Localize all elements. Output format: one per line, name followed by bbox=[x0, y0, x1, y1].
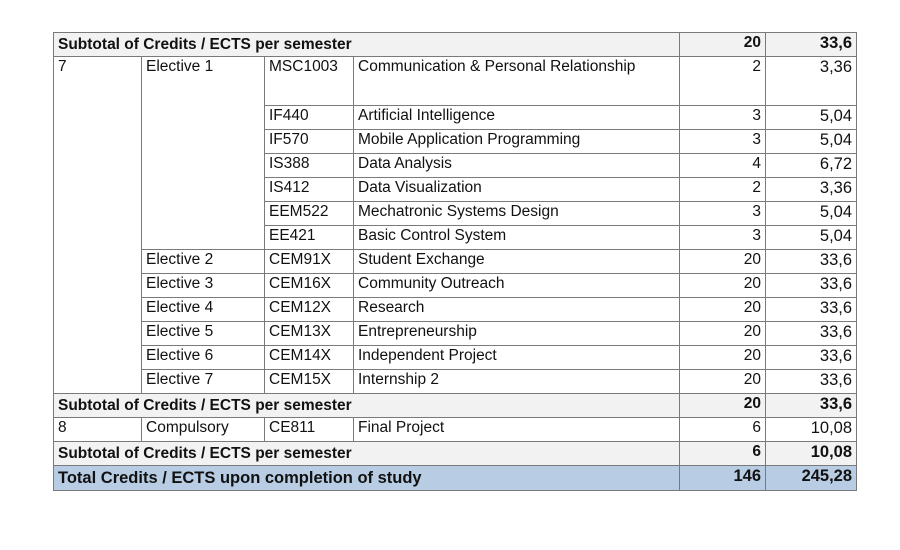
course-ects: 3,36 bbox=[766, 178, 857, 202]
course-code: EEM522 bbox=[265, 202, 354, 226]
course-name: Internship 2 bbox=[354, 370, 680, 394]
course-name: Research bbox=[354, 298, 680, 322]
category-cell: Elective 1 bbox=[142, 57, 265, 250]
category-cell: Elective 2 bbox=[142, 250, 265, 274]
subtotal-ects: 33,6 bbox=[766, 33, 857, 57]
course-row bbox=[54, 274, 857, 298]
course-credits: 20 bbox=[680, 250, 766, 274]
course-code: EE421 bbox=[265, 226, 354, 250]
subtotal-row bbox=[54, 442, 857, 466]
subtotal-credits: 20 bbox=[680, 33, 766, 57]
course-ects: 10,08 bbox=[766, 418, 857, 442]
course-name: Mobile Application Programming bbox=[354, 130, 680, 154]
course-row bbox=[54, 346, 857, 370]
course-credits: 2 bbox=[680, 178, 766, 202]
course-row bbox=[54, 298, 857, 322]
course-ects: 6,72 bbox=[766, 154, 857, 178]
subtotal-row bbox=[54, 33, 857, 57]
subtotal-ects: 33,6 bbox=[766, 394, 857, 418]
course-name: Mechatronic Systems Design bbox=[354, 202, 680, 226]
course-ects: 33,6 bbox=[766, 370, 857, 394]
curriculum-table bbox=[53, 32, 857, 491]
course-name: Communication & Personal Relationship bbox=[354, 57, 680, 106]
course-name: Data Visualization bbox=[354, 178, 680, 202]
course-credits: 4 bbox=[680, 154, 766, 178]
course-ects: 33,6 bbox=[766, 322, 857, 346]
course-code: CEM15X bbox=[265, 370, 354, 394]
course-ects: 33,6 bbox=[766, 250, 857, 274]
subtotal-label: Subtotal of Credits / ECTS per semester bbox=[54, 33, 680, 57]
course-row bbox=[54, 418, 857, 442]
course-ects: 33,6 bbox=[766, 274, 857, 298]
course-credits: 20 bbox=[680, 274, 766, 298]
course-credits: 3 bbox=[680, 130, 766, 154]
curriculum-table-body bbox=[54, 33, 857, 491]
course-ects: 5,04 bbox=[766, 130, 857, 154]
course-credits: 20 bbox=[680, 322, 766, 346]
category-cell: Compulsory bbox=[142, 418, 265, 442]
course-credits: 20 bbox=[680, 370, 766, 394]
course-code: CEM91X bbox=[265, 250, 354, 274]
course-code: IF440 bbox=[265, 106, 354, 130]
course-credits: 3 bbox=[680, 202, 766, 226]
subtotal-credits: 6 bbox=[680, 442, 766, 466]
semester-cell: 8 bbox=[54, 418, 142, 442]
total-credits: 146 bbox=[680, 466, 766, 491]
subtotal-ects: 10,08 bbox=[766, 442, 857, 466]
course-ects: 33,6 bbox=[766, 298, 857, 322]
subtotal-label: Subtotal of Credits / ECTS per semester bbox=[54, 394, 680, 418]
category-cell: Elective 6 bbox=[142, 346, 265, 370]
course-name: Independent Project bbox=[354, 346, 680, 370]
course-row bbox=[54, 57, 857, 106]
subtotal-credits: 20 bbox=[680, 394, 766, 418]
course-code: MSC1003 bbox=[265, 57, 354, 106]
course-credits: 6 bbox=[680, 418, 766, 442]
course-name: Data Analysis bbox=[354, 154, 680, 178]
subtotal-label: Subtotal of Credits / ECTS per semester bbox=[54, 442, 680, 466]
course-name: Basic Control System bbox=[354, 226, 680, 250]
category-cell: Elective 5 bbox=[142, 322, 265, 346]
course-code: IS388 bbox=[265, 154, 354, 178]
course-ects: 5,04 bbox=[766, 226, 857, 250]
semester-cell: 7 bbox=[54, 57, 142, 394]
total-ects: 245,28 bbox=[766, 466, 857, 491]
category-cell: Elective 3 bbox=[142, 274, 265, 298]
subtotal-row bbox=[54, 394, 857, 418]
course-name: Student Exchange bbox=[354, 250, 680, 274]
course-credits: 3 bbox=[680, 106, 766, 130]
total-row bbox=[54, 466, 857, 491]
course-code: IF570 bbox=[265, 130, 354, 154]
course-name: Final Project bbox=[354, 418, 680, 442]
course-ects: 5,04 bbox=[766, 202, 857, 226]
course-code: CEM16X bbox=[265, 274, 354, 298]
course-row bbox=[54, 250, 857, 274]
course-code: CEM14X bbox=[265, 346, 354, 370]
course-ects: 3,36 bbox=[766, 57, 857, 106]
course-credits: 20 bbox=[680, 346, 766, 370]
course-ects: 5,04 bbox=[766, 106, 857, 130]
course-row bbox=[54, 322, 857, 346]
course-code: IS412 bbox=[265, 178, 354, 202]
course-name: Artificial Intelligence bbox=[354, 106, 680, 130]
category-cell: Elective 7 bbox=[142, 370, 265, 394]
category-cell: Elective 4 bbox=[142, 298, 265, 322]
course-credits: 3 bbox=[680, 226, 766, 250]
course-code: CEM13X bbox=[265, 322, 354, 346]
course-code: CE811 bbox=[265, 418, 354, 442]
course-credits: 2 bbox=[680, 57, 766, 106]
course-ects: 33,6 bbox=[766, 346, 857, 370]
total-label: Total Credits / ECTS upon completion of study bbox=[54, 466, 680, 491]
course-code: CEM12X bbox=[265, 298, 354, 322]
course-credits: 20 bbox=[680, 298, 766, 322]
course-name: Community Outreach bbox=[354, 274, 680, 298]
course-row bbox=[54, 370, 857, 394]
course-name: Entrepreneurship bbox=[354, 322, 680, 346]
